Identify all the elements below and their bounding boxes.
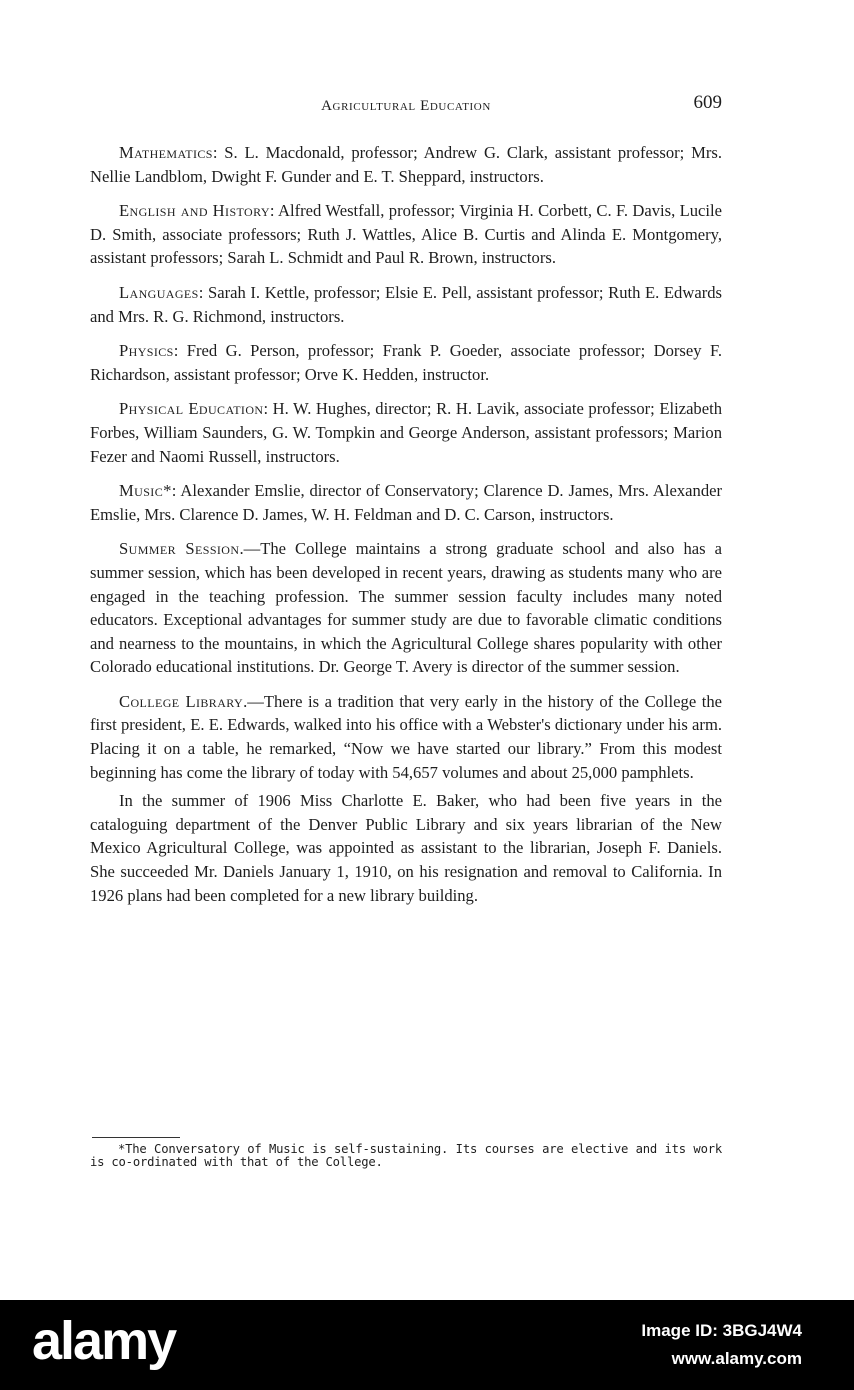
paragraph-summer-session [90,537,722,679]
paragraph-languages [90,281,722,328]
section-separator: .— [243,691,264,711]
stock-watermark-bar [0,1300,854,1390]
section-text: Alfred Westfall, professor; Virginia H. Corbett, C. F. Davis, Lucile D. Smith, associate professors; Ruth J. Wattles, Alice B. Curtis and Alinda E. Montgomery, assistant professors; Sarah L. Schmidt and Paul R. Brown, instructors. [90,201,722,268]
paragraph-physical-education [90,397,722,468]
section-text: The College maintains a strong graduate school and also has a summer session, which has been developed in recent years, drawing as students many who are engaged in the teaching profession. The summer session faculty includes many noted educators. Exceptional advantages for summer study are due to favorable climatic conditions and nearness to the mountains, in which the Agricultural College shares popularity with other Colorado educational institutions. Dr. George T. Avery is director of the summer session. [90,539,722,677]
page-number: 609 [693,92,722,113]
section-lead: English and History [119,201,270,221]
section-lead: Summer Session [119,539,240,559]
section-separator: : [263,399,273,419]
stock-logo: alamy [32,1311,176,1371]
stock-image-id: Image ID: 3BGJ4W4 [641,1321,802,1340]
section-text: Alexander Emslie, director of Conservatory; Clarence D. James, Mrs. Alexander Emslie, Mrs. Clarence D. James, W. H. Feldman and D. C. Carson, instructors. [90,481,723,524]
section-lead: Mathematics [119,143,213,162]
footnote-rule [92,1137,180,1138]
section-separator: : [198,282,208,302]
section-lead: Physical Education [119,399,264,419]
section-separator: : [269,201,278,221]
footnote: *The Conversatory of Music is self-sustaining. Its courses are elective and its work is co-ordinated with that of the College. [90,1142,722,1169]
section-separator: : [212,143,225,162]
section-lead: Languages [119,282,199,302]
stock-url: www.alamy.com [671,1349,802,1368]
section-separator: : [173,341,187,361]
section-text: There is a tradition that very early in the history of the College the first president, E. E. Edwards, walked into his office with a Webster's dictionary under his arm. Placing it on a table, he remarked, “Now we have started our library.” From this modest beginning has come the library of today with 54,657 volumes and about 25,000 pamphlets. [90,691,722,782]
section-lead: Physics [119,341,174,361]
section-separator: .— [239,539,261,559]
section-lead: College Library [119,691,244,711]
paragraph-music [90,479,722,526]
body-text [90,141,722,918]
section-text: H. W. Hughes, director; R. H. Lavik, associate professor; Elizabeth Forbes, William Saunders, G. W. Tompkin and George Anderson, assistant professors; Marion Fezer and Naomi Russell, instructors. [90,399,723,466]
paragraph-college-library [90,690,722,784]
section-text: S. L. Macdonald, professor; Andrew G. Clark, assistant professor; Mrs. Nellie Landblom, Dwight F. Gunder and E. T. Sheppard, instructors. [90,143,722,186]
section-lead: Music* [119,481,172,501]
paragraph-english-history [90,199,722,270]
paragraph-library-history: In the summer of 1906 Miss Charlotte E. Baker, who had been five years in the cataloguing department of the Denver Public Library and six years librarian of the New Mexico Agricultural College, was appointed as assistant to the librarian, Joseph F. Daniels. She succeeded Mr. Daniels January 1, 1910, on his resignation and removal to California. In 1926 plans had been completed for a new library building. [90,791,722,905]
running-header [90,92,722,122]
section-text: Fred G. Person, professor; Frank P. Goeder, associate professor; Dorsey F. Richardson, assistant professor; Orve K. Hedden, instructor. [90,341,722,384]
paragraph-physics [90,339,722,386]
section-separator: : [171,481,181,501]
section-text: Sarah I. Kettle, professor; Elsie E. Pell, assistant professor; Ruth E. Edwards and Mrs. R. G. Richmond, instructors. [90,282,722,326]
header-title: Agricultural Education [321,98,491,114]
paragraph-mathematics [90,141,722,188]
